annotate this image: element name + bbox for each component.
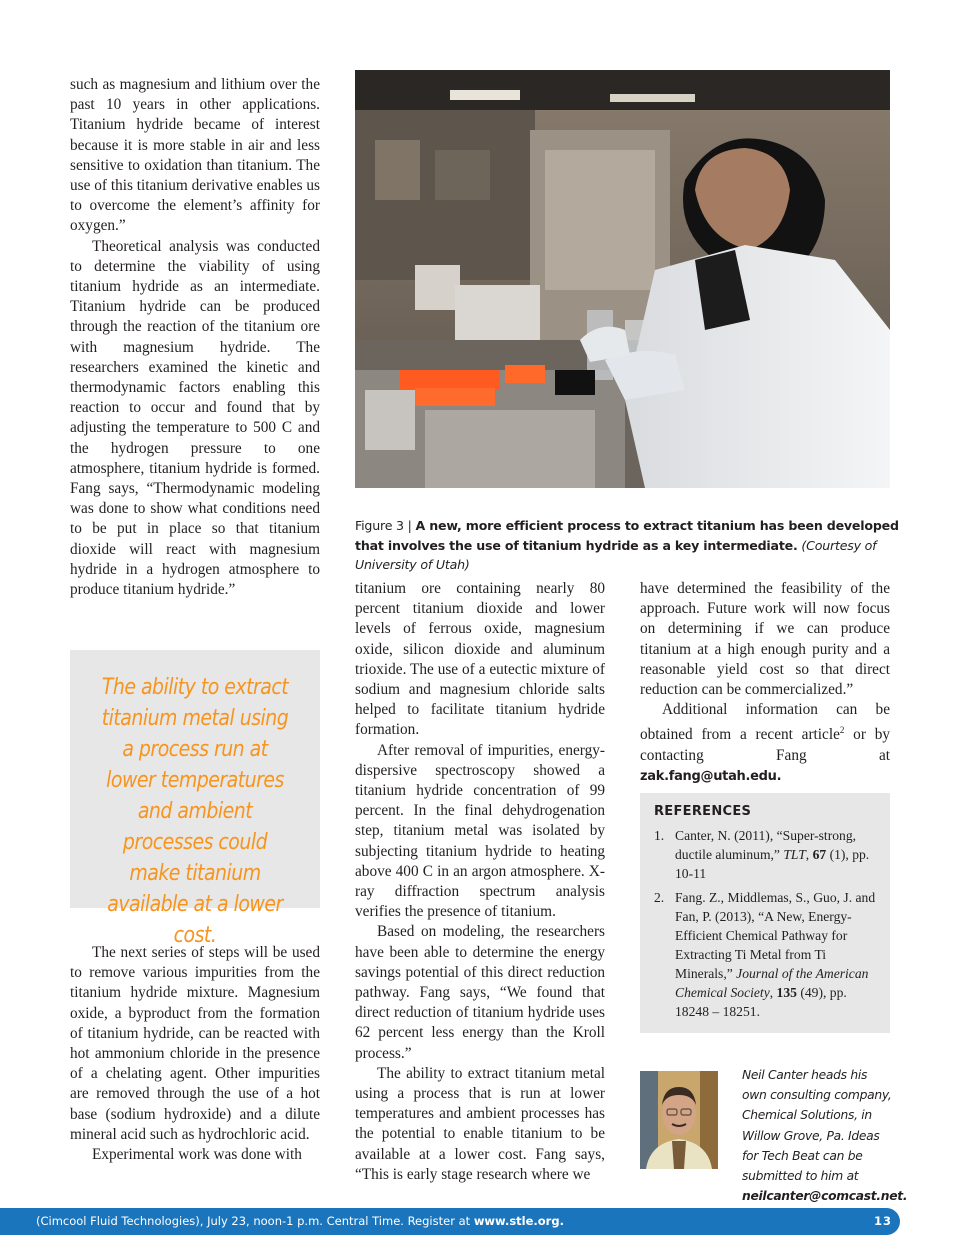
figure-caption-text: A new, more efficient process to extract titanium has been developed that involves the use of titanium hydride as a key intermediate. (355, 518, 899, 553)
author-bio-text: Neil Canter heads his own consulting company, Chemical Solutions, in Willow Grove, Pa. Ideas for Tech Beat can be submitted to him at (742, 1068, 892, 1184)
author-bio (742, 1065, 908, 1206)
reference-journal: Journal of the American Chemical Society (675, 966, 869, 1000)
references-heading: REFERENCES (654, 804, 752, 819)
reference-text: (1), pp. 10-11 (675, 847, 870, 881)
references-box (640, 793, 890, 1033)
reference-text: (49), pp. 18248 – 18251. (675, 985, 847, 1019)
article-column-3 (640, 579, 890, 787)
body-paragraph: such as magnesium and lithium over the past 10 years in other applications. Titanium hydride became of interest because it is more stable in air and less sensitive to oxidation than titanium. The use of this titanium derivative enables us to overcome the element’s affinity for oxygen.” (70, 76, 320, 235)
lab-photo-illustration (355, 70, 890, 488)
body-paragraph (640, 700, 890, 787)
body-paragraph: After removal of impurities, energy-dispersive spectroscopy showed a titanium hydride concentration of 99 percent. In the final dehydrogenation step, titanium metal was isolated by subjecting titanium hydride to heating above 400 C in an argon atmosphere. X-ray diffraction spectrum analysis verifies the presence of titanium. (355, 741, 605, 921)
reference-text: , (769, 985, 777, 1000)
reference-number: 2. (654, 890, 665, 905)
footer-event-text: (Cimcool Fluid Technologies), July 23, noon-1 p.m. Central Time. Register at (36, 1214, 474, 1228)
figure-credit: (Courtesy of University of Utah) (355, 537, 877, 572)
footer-text (36, 1214, 564, 1228)
body-paragraph: have determined the feasibility of the approach. Future work will now focus on determining if we can produce titanium at a high enough purity and a reasonable yield cost so that direct reduction can be commercialized.” (640, 580, 890, 699)
page-number: 13 (873, 1214, 892, 1228)
body-paragraph: The next series of steps will be used to remove various impurities from the titanium hydride mixture. Magnesium oxide, a byproduct from the formation of titanium hydride, can be reacted with hot ammonium chloride in the presence of a chelating agent. Other impurities are removed through the use of a hot base (sodium hydroxide) and a dilute mineral acid such as hydrochloric acid. (70, 944, 320, 1143)
body-paragraph: Based on modeling, the researchers have been able to determine the energy savings potential of this direct reduction pathway. Fang says, “We found that direct reduction of titanium hydride uses 62 percent less energy than the Kroll process.” (355, 923, 605, 1062)
reference-number: 1. (654, 828, 665, 843)
pull-quote-box (70, 650, 320, 948)
figure-caption (355, 516, 900, 575)
lab-photo (355, 70, 890, 488)
footer-bar (0, 1208, 900, 1235)
body-text: or by contacting Fang at (640, 726, 890, 764)
pull-quote-text: The ability to extract titanium metal using a process run at lower temperatures and ambient processes could make titanium available at a lower cost. (101, 675, 289, 948)
body-paragraph: Experimental work was done with (92, 1146, 302, 1164)
body-text: Additional information can be obtained from a recent article (640, 701, 890, 744)
article-column-1 (70, 75, 320, 600)
reference-text: Canter, N. (2011), “Super-strong, ductile aluminum,” (675, 828, 857, 862)
reference-volume: 67 (812, 847, 827, 862)
author-photo (640, 1071, 718, 1169)
reference-item (654, 888, 882, 1021)
body-paragraph: titanium ore containing nearly 80 percent titanium dioxide and lower levels of ferrous oxide, magnesium oxide, silicon dioxide and aluminum trioxide. The use of a eutectic mixture of sodium and magnesium chloride salts helped to facilitate titanium hydride formation. (355, 580, 605, 739)
figure-label: Figure 3 | (355, 518, 412, 533)
reference-text: , (805, 847, 813, 862)
references-list (654, 826, 882, 1026)
contact-email-link[interactable]: zak.fang@utah.edu. (640, 768, 782, 784)
reference-volume: 135 (776, 985, 797, 1000)
footer-url-link[interactable]: www.stle.org. (473, 1214, 564, 1228)
reference-journal: TLT (783, 847, 806, 862)
article-column-2 (355, 579, 605, 1185)
body-paragraph: The ability to extract titanium metal using a process that is run at lower temperatures and ambient processes has the potential to enable titanium to be available at a lower cost. Fang says, “This is early stage research where we (355, 1064, 605, 1183)
author-portrait (640, 1071, 718, 1169)
author-email-link[interactable]: neilcanter@comcast.net. (742, 1189, 908, 1204)
footnote-marker: 2 (839, 725, 845, 736)
reference-text: Fang. Z., Middlemas, S., Guo, J. and Fan, P. (2013), “A New, Energy-Efficient Chemical Pathway for Extracting Ti Metal from Ti Minerals,” (675, 890, 876, 981)
reference-item (654, 826, 882, 883)
body-paragraph: Theoretical analysis was conducted to determine the viability of using titanium hydride as an intermediate. Titanium hydride can be produced through the reaction of the titanium ore with magnesium hydride. The researchers examined the kinetic and thermodynamic factors enabling this reaction to occur and found that by adjusting the temperature to 500 C and the hydrogen pressure to one atmosphere, titanium hydride is formed. Fang says, “Thermodynamic modeling was done to show what conditions need to be put in place so that titanium dioxide will react with magnesium hydride in a hydrogen atmosphere to produce titanium hydride.” (70, 237, 320, 599)
article-column-1-continued (70, 943, 320, 1165)
